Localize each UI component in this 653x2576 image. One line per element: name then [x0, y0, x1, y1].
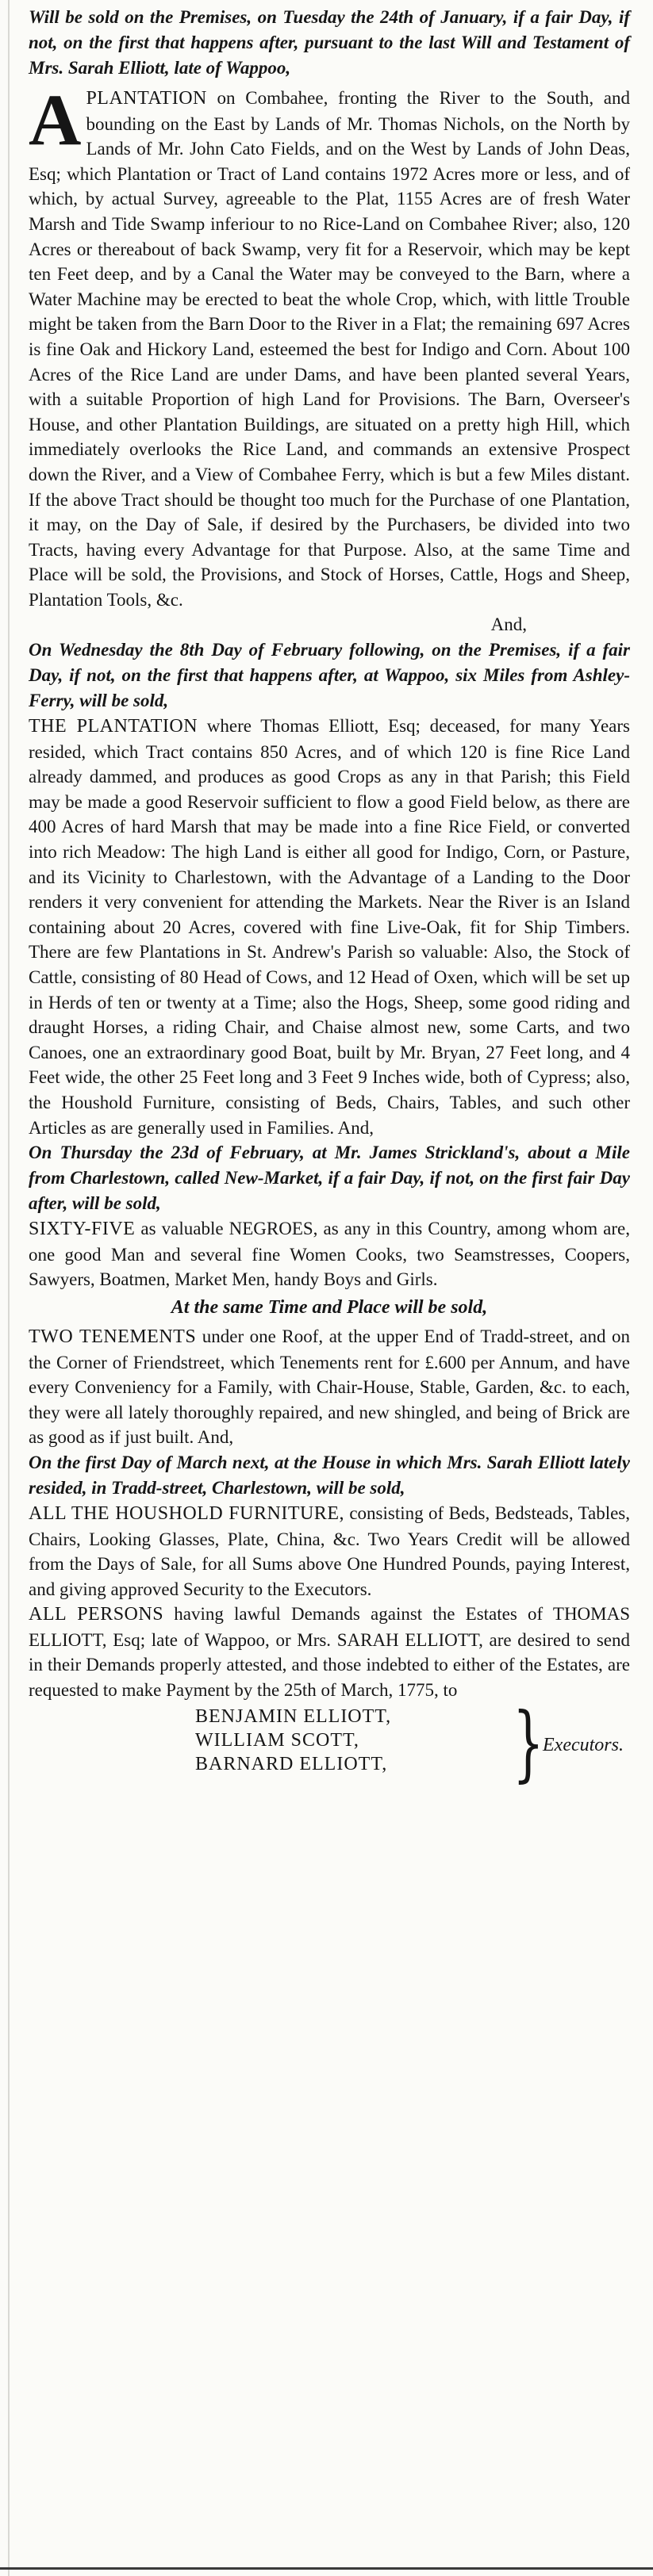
plantation-2-lead: THE PLANTATION [29, 716, 198, 737]
plantation-1-lead: PLANTATION [86, 88, 207, 109]
brace-symbol: } [513, 1694, 544, 1791]
same-time-heading: At the same Time and Place will be sold, [171, 1296, 488, 1318]
plantation-wappoo-paragraph [29, 714, 630, 1140]
plantation-2-text: where Thomas Elliott, Esq; deceased, for many Years resided, which Tract contains 850 Acres, and of which 120 is fine Rice Land already dammed, and produces as good Crops as any in that Parish; this Field may be made a good Reservoir sufficient to flow a good Field below, as there are 400 Acres of hard Marsh that may be made into a fine Rice Field, or converted into rich Meadow: The high Land is either all good for Indigo, Corn, or Pasture, and its Vicinity to Charlestown, with the Advantage of a Landing to the Door renders it very convenient for attending the Markets. Near the River is an Island containing about 20 Acres, covered with fine Live-Oak, fit for Ship Timbers. There are few Plantations in St. Andrew's Parish so valuable: Also, the Stock of Cattle, consisting of 80 Head of Cows, and 12 Head of Oxen, which will be set up in Herds of ten or twenty at a Time; also the Hogs, Sheep, some good riding and draught Horses, a riding Chair, and Chaise almost new, some Carts, and two Canoes, one an extraordinary good Boat, built by Mr. Bryan, 27 Feet long, and 4 Feet wide, the other 25 Feet long and 3 Feet 9 Inches wide, both of Cypress; also, the Houshold Furniture, consisting of Beds, Chairs, Tables, and such other Articles as are generally used in Families. [29, 716, 630, 1138]
column-edge [8, 0, 10, 2576]
and-separator-1: And, [490, 614, 527, 635]
sale-heading-1: Will be sold on the Premises, on Tuesday the 24th of January, if a fair Day, if not, on the first that happens after, pursuant to the last Will and Testament of Mrs. Sarah Elliott, late of Wappoo, [29, 7, 630, 78]
drop-cap: A [29, 79, 82, 160]
executor-name: BENJAMIN ELLIOTT, [195, 1705, 392, 1727]
executors-label: Executors. [543, 1734, 624, 1755]
executors-block [29, 1694, 630, 1793]
sale-heading-4: On the first Day of March next, at the House in which Mrs. Sarah Elliott lately resided, in Tradd-street, Charlestown, will be sold, [29, 1452, 630, 1498]
furniture-text: consisting of Beds, Bedsteads, Tables, Chairs, Looking Glasses, Plate, China, &c. Two Years Credit will be allowed from the Days of Sale, for all Sums above One Hundred Pounds, paying Interest, and giving approved Security to the Executors. [29, 1502, 631, 1599]
executor-name: BARNARD ELLIOTT, [195, 1753, 388, 1774]
furniture-lead: ALL THE HOUSHOLD FURNITURE, [29, 1502, 344, 1524]
and-separator-3: And, [197, 1427, 234, 1448]
executor-name: WILLIAM SCOTT, [195, 1729, 359, 1751]
negroes-lead: SIXTY-FIVE [29, 1219, 136, 1240]
bottom-rule [0, 2567, 653, 2570]
and-separator-2: And, [337, 1117, 374, 1138]
persons-lead: ALL PERSONS [29, 1604, 164, 1625]
sale-heading-2: On Wednesday the 8th Day of February following, on the Premises, if a fair Day, if not, on the first that happens after, at Wappoo, six Miles from Ashley-Ferry, will be sold, [29, 640, 630, 711]
tenements-lead: TWO TENEMENTS [29, 1326, 197, 1347]
tenements-text: under one Roof, at the upper End of Tradd-street, and on the Corner of Friendstreet, which Tenements rent for £.600 per Annum, and have every Conveniency for a Family, with Chair-House, Stable, Garden, &c. to each, they were all lately thoroughly repaired, and new shingled, and being of Brick are as good as if just built. [29, 1326, 630, 1448]
plantation-combahee-paragraph [29, 79, 631, 612]
sale-heading-3: On Thursday the 23d of February, at Mr. James Strickland's, about a Mile from Charlestown, called New-Market, if a fair Day, if not, on the first fair Day after, will be sold, [29, 1143, 630, 1214]
advertisement-column [29, 5, 630, 1793]
negroes-paragraph [29, 1216, 630, 1292]
negroes-text: as valuable NEGROES, as any in this Country, among whom are, one good Man and several fine Women Cooks, two Seamstresses, Coopers, Sawyers, Boatmen, Market Men, handy Boys and Girls. [29, 1219, 631, 1290]
tenements-paragraph [29, 1324, 630, 1450]
furniture-paragraph [29, 1501, 630, 1602]
plantation-1-text: on Combahee, fronting the River to the South, and bounding on the East by Lands of Mr. Thomas Nichols, on the North by Lands of Mr. John Cato Fields, and on the West by Lands of John Deas, Esq; which Plantation or Tract of Land contains 1972 Acres more or less, and of which, by actual Survey, agreeable to the Plat, 1155 Acres are of fresh Water Marsh and Tide Swamp inferiour to no Rice-Land on Combahee River; also, 120 Acres or thereabout of back Swamp, very fit for a Reservoir, which may be kept ten Feet deep, and by a Canal the Water may be conveyed to the Barn, where a Water Machine may be erected to beat the whole Crop, which, with little Trouble might be taken from the Barn Door to the River in a Flat; the remaining 697 Acres is fine Oak and Hickory Land, esteemed the best for Indigo and Corn. About 100 Acres of the Rice Land are under Dams, and have been planted several Years, with a suitable Proportion of high Land for Provisions. The Barn, Overseer's House, and other Plantation Buildings, are situated on a pretty high Hill, which immediately overlooks the Rice Land, and commands an extensive Prospect down the River, and a View of Combahee Ferry, which is but a few Miles distant. If the above Tract should be thought too much for the Purchase of one Plantation, it may, on the Day of Sale, if desired by the Purchasers, be divided into two Tracts, having every Advantage for that Purpose. Also, at the same Time and Place will be sold, the Provisions, and Stock of Horses, Cattle, Hogs and Sheep, Plantation Tools, &c. [29, 88, 631, 610]
persons-paragraph [29, 1602, 630, 1702]
persons-text: having lawful Demands against the Estates of THOMAS ELLIOTT, Esq; late of Wappoo, or Mrs. SARAH ELLIOTT, are desired to send in their Demands properly attested, and those indebted to either of the Estates, are requested to make Payment by the 25th of March, 1775, to [29, 1604, 631, 1701]
